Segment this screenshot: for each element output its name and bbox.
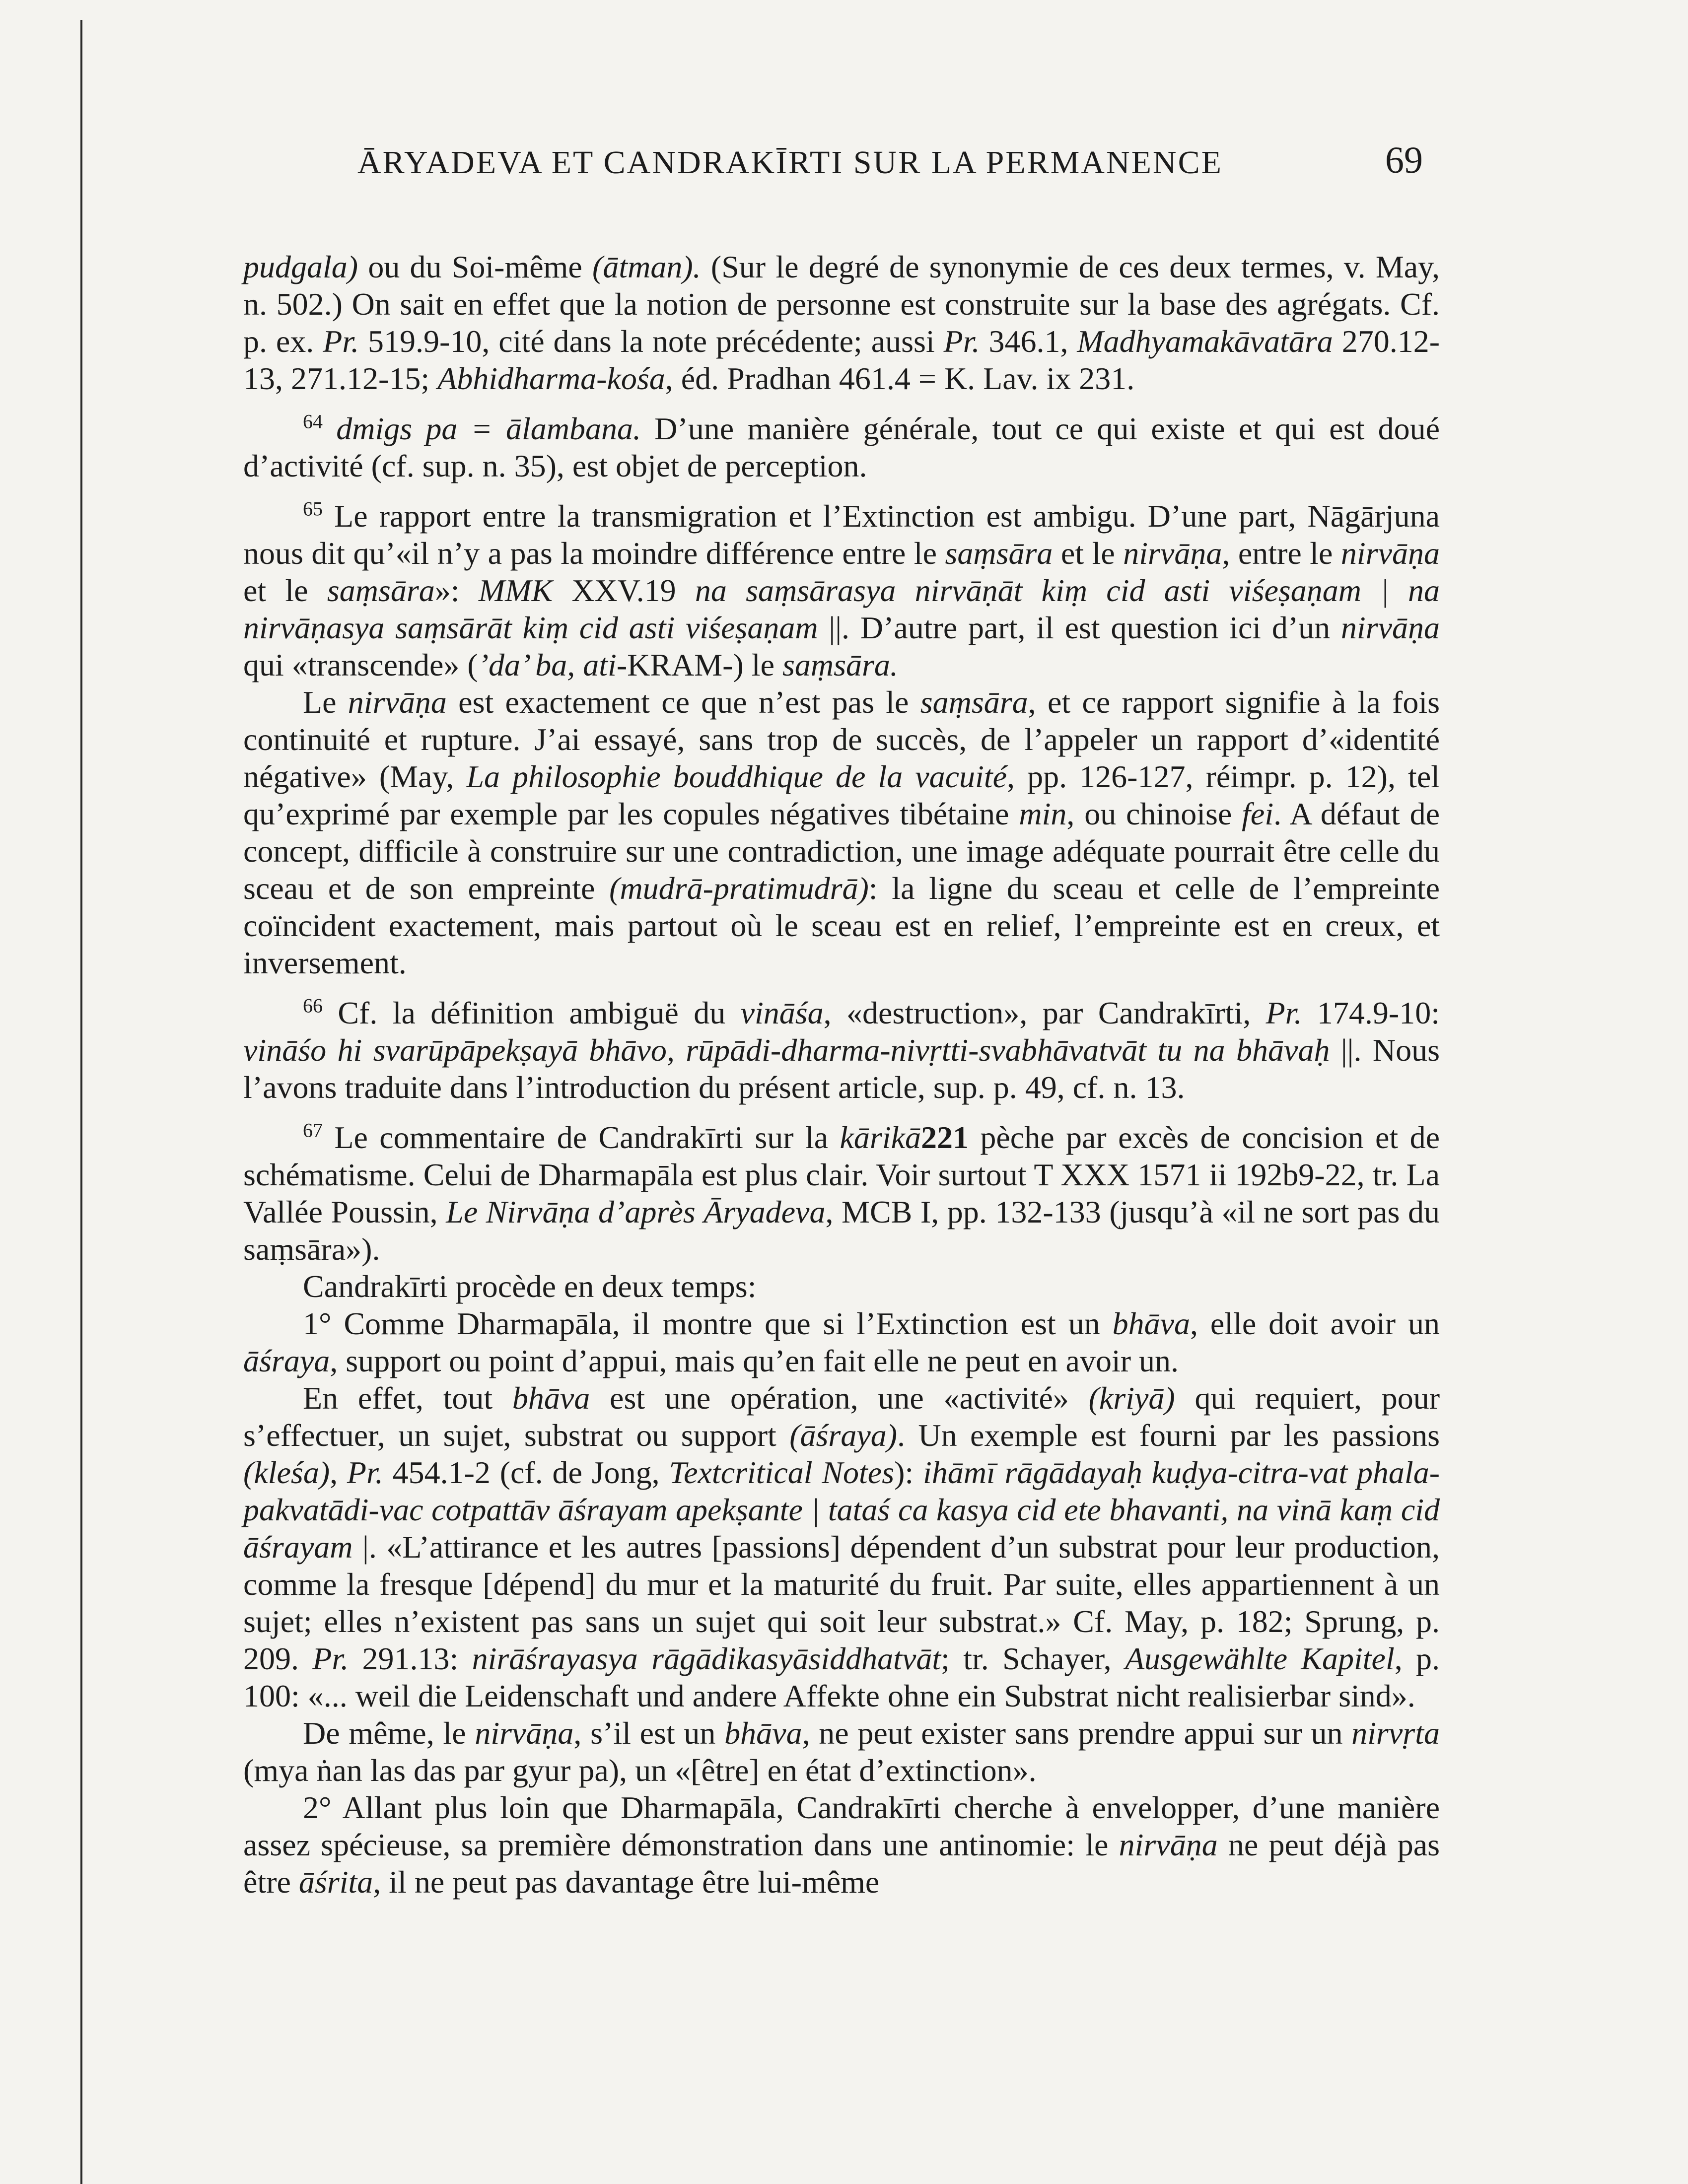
- paragraph-deux-temps: Candrakīrti procède en deux temps:: [303, 1269, 757, 1304]
- footnote-65: $^{65}$ Le rapport entre la transmigration et l’Extinction est ambigu. D’une part, Nāgārjuna nous dit qu’«il n’y a pas la moindre différence entre le saṃsāra et le nirvāṇa, entre le nirvāṇa et le saṃsāra»: MMK XXV.19 na saṃsārasya nirvāṇāt kiṃ cid asti viśeṣaṇam | na nirvāṇasya saṃsārāt kiṃ cid asti viśeṣaṇam ||. D’autre part, il est question ici d’un nirvāṇa qui «transcende» (’da’ ba, ati-KRAM-) le saṃsāra.: [243, 497, 1440, 682]
- paragraph-nirvana-samsara: Le nirvāṇa est exactement ce que n’est pas le saṃsāra, et ce rapport signifie à la fois continuité et rupture. J’ai essayé, sans trop de succès, de l’appeler un rapport d’«identité négative» (May, La philosophie bouddhique de la vacuité, pp. 126-127, réimpr. p. 12), tel qu’exprimé par exemple par les copules négatives tibétaine min, ou chinoise fei. A défaut de concept, difficile à construire sur une contradiction, une image adéquate pourrait être celle du sceau et de son empreinte (mudrā-pratimudrā): la ligne du sceau et celle de l’empreinte coïncident exactement, mais partout où le sceau est en relief, l’empreinte est en creux, et inversement.: [243, 684, 1440, 980]
- running-header-title: ĀRYADEVA ET CANDRAKĪRTI SUR LA PERMANENCE: [357, 144, 1223, 181]
- paragraph-de-meme: De même, le nirvāṇa, s’il est un bhāva, ne peut exister sans prendre appui sur un nirvṛta (mya ṅan las das par gyur pa), un «[être] en état d’extinction».: [243, 1715, 1440, 1788]
- footnote-number: 64: [303, 410, 323, 433]
- footnote-64: $^{64}$ dmigs pa = ālambana. D’une manière générale, tout ce qui existe et qui est doué d’activité (cf. sup. n. 35), est objet de perception.: [243, 410, 1440, 483]
- footnote-66: $^{66}$ Cf. la définition ambiguë du vināśa, «destruction», par Candrakīrti, Pr. 174.9-10: vināśo hi svarūpāpekṣayā bhāvo, rūpādi-dharma-nivṛtti-svabhāvatvāt tu na bhāvaḥ ||. Nous l’avons traduite dans l’introduction du présent article, sup. p. 49, cf. n. 13.: [243, 994, 1440, 1105]
- margin-rule: [80, 20, 82, 2184]
- paragraph-first-point: 1° Comme Dharmapāla, il montre que si l’Extinction est un bhāva, elle doit avoir un āśraya, support ou point d’appui, mais qu’en fait elle ne peut en avoir un.: [243, 1306, 1440, 1378]
- footnote-number: 65: [303, 497, 323, 520]
- page-body: [243, 248, 1440, 1901]
- footnote-67: $^{67}$ Le commentaire de Candrakīrti sur la kārikā221 pèche par excès de concision et de schématisme. Celui de Dharmapāla est plus clair. Voir surtout T XXX 1571 ii 192b9-22, tr. La Vallée Poussin, Le Nirvāṇa d’après Āryadeva, MCB I, pp. 132-133 (jusqu’à «il ne sort pas du saṃsāra»).: [243, 1119, 1440, 1267]
- footnote-number: 66: [303, 994, 323, 1017]
- paragraph-note-63-continuation: pudgala) ou du Soi-même (ātman). (Sur le degré de synonymie de ces deux termes, v. May, n. 502.) On sait en effet que la notion de personne est construite sur la base des agrégats. Cf. p. ex. Pr. 519.9-10, cité dans la note précédente; aussi Pr. 346.1, Madhyamakāvatāra 270.12-13, 271.12-15; Abhidharma-kośa, éd. Pradhan 461.4 = K. Lav. ix 231.: [243, 249, 1440, 396]
- page-number: 69: [1385, 139, 1423, 181]
- paragraph-second-point: 2° Allant plus loin que Dharmapāla, Candrakīrti cherche à envelopper, d’une manière assez spécieuse, sa première démonstration dans une antinomie: le nirvāṇa ne peut déjà pas être āśrita, il ne peut pas davantage être lui-même: [243, 1790, 1440, 1900]
- footnote-number: 67: [303, 1119, 323, 1142]
- paragraph-en-effet: En effet, tout bhāva est une opération, une «activité» (kriyā) qui requiert, pour s’effectuer, un sujet, substrat ou support (āśraya). Un exemple est fourni par les passions (kleśa), Pr. 454.1-2 (cf. de Jong, Textcritical Notes): ihāmī rāgādayaḥ kuḍya-citra-vat phala-pakvatādi-vac cotpattāv āśrayam apekṣante | tataś ca kasya cid ete bhavanti, na vinā kaṃ cid āśrayam |. «L’attirance et les autres [passions] dépendent d’un substrat pour leur production, comme la fresque [dépend] du mur et la maturité du fruit. Par suite, elles appartiennent à un sujet; elles n’existent pas sans un sujet qui soit leur substrat.» Cf. May, p. 182; Sprung, p. 209. Pr. 291.13: nirāśrayasya rāgādikasyāsiddhatvāt; tr. Schayer, Ausgewählte Kapitel, p. 100: «... weil die Leidenschaft und andere Affekte ohne ein Substrat nicht realisierbar sind».: [243, 1380, 1440, 1713]
